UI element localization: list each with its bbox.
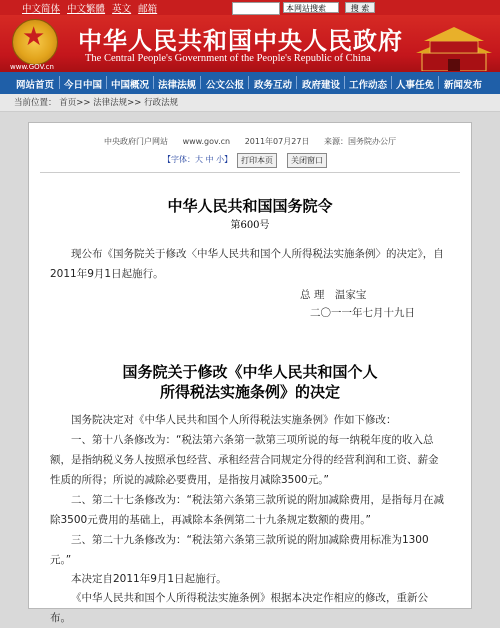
nav-home[interactable]: 网站首页: [16, 80, 55, 91]
site-url: www.GOV.cn: [10, 63, 54, 71]
order-number: 第600号: [230, 220, 270, 231]
search-scope-select[interactable]: 本网站搜索: [283, 2, 339, 13]
main-nav: [0, 72, 500, 94]
nav-bulletins[interactable]: 公文公报: [206, 80, 245, 91]
font-size-control[interactable]: 【字体：大 中 小】: [163, 155, 233, 164]
link-traditional[interactable]: 中文繁體: [67, 4, 106, 15]
breadcrumb: 当前位置： 首页>> 法律法规>> 行政法规: [0, 94, 500, 112]
decision-paragraph: 一、第十八条修改为：“税法第六条第一款第三项所说的每一纳税年度的收入总额，是指纳税义务人按照承包经营、承租经营合同规定分得的经营利润和工资、薪金性质的所得；所说的减除必要费用，是指按月减除3500元。”: [50, 434, 439, 486]
decision-paragraph: 国务院决定对《中华人民共和国个人所得税法实施条例》作如下修改：: [71, 414, 397, 426]
language-links: [22, 1, 161, 15]
nav-laws[interactable]: 法律法规: [158, 80, 197, 91]
site-title: 中华人民共和国中央人民政府: [78, 26, 403, 55]
nav-work-news[interactable]: 工作动态: [349, 80, 388, 91]
decision-paragraph: 三、第二十九条修改为：“税法第六条第三款所说的附加减除费用标准为1300元。”: [50, 534, 429, 566]
nav-separator: [391, 76, 392, 89]
decision-paragraph: 《中华人民共和国个人所得税法实施条例》根据本决定作相应的修改，重新公布。: [50, 592, 428, 624]
order-signer: 总 理 温家宝: [300, 289, 367, 301]
nav-separator: [106, 76, 107, 89]
meta-source: 中央政府门户网站: [104, 137, 169, 146]
nav-separator: [153, 76, 154, 89]
divider: [40, 172, 460, 173]
meta-site: www.gov.cn: [182, 137, 231, 146]
decision-title-line1: 国务院关于修改《中华人民共和国个人: [122, 363, 378, 381]
nav-separator: [59, 76, 60, 89]
nav-china-overview[interactable]: 中国概况: [111, 80, 150, 91]
nav-appointments[interactable]: 人事任免: [396, 80, 435, 91]
nav-separator: [248, 76, 249, 89]
order-body: 现公布《国务院关于修改〈中华人民共和国个人所得税法实施条例〉的决定》，自2011年9月1日起施行。: [50, 248, 444, 280]
national-emblem-icon: ★: [12, 19, 58, 65]
order-date: 二〇一一年七月十九日: [310, 307, 415, 319]
meta-publisher: 来源：国务院办公厅: [323, 137, 396, 146]
nav-interaction[interactable]: 政务互动: [254, 80, 293, 91]
search-button[interactable]: 搜 索: [345, 2, 375, 13]
site-title-en: The Central People's Government of the People's Republic of China: [85, 53, 371, 64]
nav-separator: [344, 76, 345, 89]
order-title: 中华人民共和国国务院令: [167, 197, 333, 215]
tiananmen-gate-icon: [414, 23, 494, 71]
nav-press[interactable]: 新闻发布: [444, 80, 483, 91]
nav-separator: [200, 76, 201, 89]
print-button[interactable]: 打印本页: [237, 153, 277, 168]
decision-title-line2: 所得税法实施条例》的决定: [159, 383, 340, 401]
decision-paragraph: 本决定自2011年9月1日起施行。: [71, 573, 227, 585]
nav-gov-building[interactable]: 政府建设: [302, 80, 341, 91]
link-mail[interactable]: 邮箱: [138, 4, 158, 15]
link-english[interactable]: 英文: [112, 4, 132, 15]
article-meta: [0, 136, 500, 147]
nav-separator: [438, 76, 439, 89]
search-input[interactable]: [232, 2, 280, 15]
site-banner: [0, 15, 500, 72]
link-simplified[interactable]: 中文简体: [22, 4, 61, 15]
decision-paragraph: 二、第二十七条修改为：“税法第六条第三款所说的附加减除费用，是指每月在减除3500元费用的基础上，再减除本条例第二十九条规定数额的费用。”: [50, 494, 444, 526]
meta-date: 2011年07月27日: [244, 137, 310, 146]
close-window-button[interactable]: 关闭窗口: [287, 153, 327, 168]
nav-separator: [296, 76, 297, 89]
nav-today-china[interactable]: 今日中国: [64, 80, 103, 91]
